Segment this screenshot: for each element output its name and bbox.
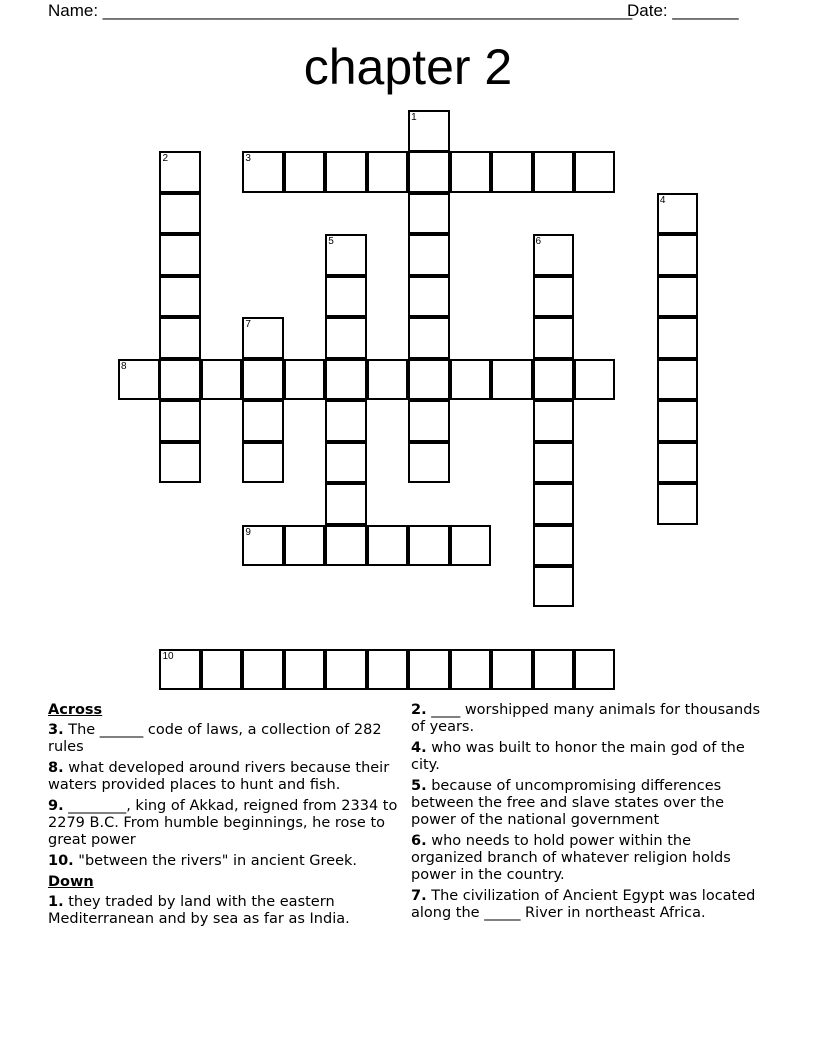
crossword-cell[interactable]	[450, 649, 492, 691]
clue-text: "between the rivers" in ancient Greek.	[73, 853, 358, 869]
crossword-cell[interactable]	[242, 359, 284, 401]
clue-number: 3.	[48, 722, 64, 738]
crossword-cell[interactable]	[574, 151, 616, 193]
down-heading: Down	[48, 874, 94, 890]
clue-number: 9.	[48, 798, 64, 814]
crossword-cell[interactable]	[408, 525, 450, 567]
crossword-cell[interactable]	[657, 400, 699, 442]
crossword-cell[interactable]	[118, 359, 160, 401]
clue	[411, 833, 766, 884]
clue-text: ________, king of Akkad, reigned from 2334 to 2279 B.C. From humble beginnings, he rose to great power	[48, 798, 398, 848]
crossword-cell[interactable]	[159, 151, 201, 193]
crossword-cell[interactable]	[159, 317, 201, 359]
crossword-cell[interactable]	[325, 234, 367, 276]
across-heading: Across	[48, 702, 103, 718]
crossword-cell[interactable]	[408, 359, 450, 401]
crossword-cell[interactable]	[284, 359, 326, 401]
crossword-cell[interactable]	[325, 400, 367, 442]
crossword-cell[interactable]	[325, 483, 367, 525]
clue-text: ____ worshipped many animals for thousands of years.	[411, 702, 761, 735]
crossword-cell[interactable]	[325, 276, 367, 318]
crossword-cell[interactable]	[533, 151, 575, 193]
crossword-cell[interactable]	[657, 234, 699, 276]
crossword-cell[interactable]	[491, 359, 533, 401]
crossword-cell[interactable]	[533, 566, 575, 608]
clue-number: 3	[245, 153, 251, 165]
crossword-cell[interactable]	[242, 649, 284, 691]
crossword-cell[interactable]	[491, 151, 533, 193]
clue-text: what developed around rivers because their waters provided places to hunt and fish.	[48, 760, 390, 793]
crossword-cell[interactable]	[284, 151, 326, 193]
clue-number: 5	[328, 236, 334, 248]
clue-number: 8.	[48, 760, 64, 776]
crossword-cell[interactable]	[408, 110, 450, 152]
clue-text: they traded by land with the eastern Mediterranean and by sea as far as India.	[48, 894, 350, 927]
clue-number: 10	[162, 650, 174, 662]
page-title: chapter 2	[303, 39, 513, 95]
crossword-cell[interactable]	[533, 525, 575, 567]
date-field[interactable]: Date: _______	[627, 1, 739, 20]
crossword-cell[interactable]	[325, 359, 367, 401]
crossword-cell[interactable]	[325, 151, 367, 193]
clue	[48, 853, 398, 870]
clue	[411, 888, 766, 922]
crossword-cell[interactable]	[657, 317, 699, 359]
crossword-cell[interactable]	[159, 400, 201, 442]
name-field[interactable]: Name: ________________________________________________________	[48, 1, 633, 20]
crossword-cell[interactable]	[408, 234, 450, 276]
clue-number: 7	[245, 319, 251, 331]
clue-text: who was built to honor the main god of the city.	[411, 740, 745, 773]
clue	[48, 798, 398, 849]
crossword-cell[interactable]	[574, 649, 616, 691]
clue	[411, 740, 766, 774]
clue-text: The ______ code of laws, a collection of 282 rules	[48, 722, 382, 755]
clue-number: 7.	[411, 888, 427, 904]
crossword-cell[interactable]	[533, 276, 575, 318]
crossword-cell[interactable]	[325, 525, 367, 567]
clue-number: 5.	[411, 778, 427, 794]
crossword-cell[interactable]	[325, 442, 367, 484]
crossword-cell[interactable]	[408, 649, 450, 691]
clue-number: 1	[411, 112, 417, 123]
clues-left-column	[48, 702, 398, 932]
crossword-cell[interactable]	[408, 442, 450, 484]
crossword-cell[interactable]	[450, 359, 492, 401]
crossword-cell[interactable]	[533, 442, 575, 484]
crossword-cell[interactable]	[159, 193, 201, 235]
clue-number: 2	[162, 153, 168, 165]
crossword-cell[interactable]	[574, 359, 616, 401]
crossword-cell[interactable]	[367, 359, 409, 401]
crossword-cell[interactable]	[533, 649, 575, 691]
clue	[411, 702, 766, 736]
clue	[48, 760, 398, 794]
crossword-cell[interactable]	[284, 649, 326, 691]
crossword-cell[interactable]	[657, 483, 699, 525]
crossword-cell[interactable]	[491, 649, 533, 691]
clue-text: The civilization of Ancient Egypt was located along the _____ River in northeast Africa.	[411, 888, 756, 921]
crossword-cell[interactable]	[657, 193, 699, 235]
crossword-cell[interactable]	[657, 442, 699, 484]
crossword-cell[interactable]	[533, 400, 575, 442]
crossword-cell[interactable]	[159, 276, 201, 318]
crossword-cell[interactable]	[242, 525, 284, 567]
clue-number: 6	[535, 236, 542, 248]
down-clues-part1	[48, 894, 398, 928]
crossword-cell[interactable]	[408, 193, 450, 235]
crossword-cell[interactable]	[159, 649, 201, 691]
clue-number: 10.	[48, 853, 74, 869]
clue-number: 1.	[48, 894, 64, 910]
crossword-cell[interactable]	[533, 234, 575, 276]
crossword-cell[interactable]	[367, 649, 409, 691]
crossword-cell[interactable]	[408, 317, 450, 359]
clue	[411, 778, 766, 829]
crossword-cell[interactable]	[450, 525, 492, 567]
crossword-cell[interactable]	[242, 400, 284, 442]
crossword-cell[interactable]	[325, 317, 367, 359]
clue	[48, 722, 398, 756]
crossword-cell[interactable]	[242, 151, 284, 193]
clue	[48, 894, 398, 928]
crossword-cell[interactable]	[367, 525, 409, 567]
crossword-cell[interactable]	[325, 649, 367, 691]
crossword-cell[interactable]	[408, 400, 450, 442]
crossword-cell[interactable]	[159, 234, 201, 276]
crossword-cell[interactable]	[657, 276, 699, 318]
clue-number: 4.	[411, 740, 427, 756]
crossword-cell[interactable]	[159, 359, 201, 401]
crossword-cell[interactable]	[201, 359, 243, 401]
clues-right-column	[411, 702, 766, 926]
clue-number: 9	[245, 526, 251, 538]
crossword-cell[interactable]	[533, 359, 575, 401]
clue-text: who needs to hold power within the organized branch of whatever religion holds power in the country.	[411, 833, 731, 883]
crossword-cell[interactable]	[533, 483, 575, 525]
crossword-cell[interactable]	[657, 359, 699, 401]
clue-number: 2.	[411, 702, 427, 718]
crossword-cell[interactable]	[367, 151, 409, 193]
down-clues-part2	[411, 702, 766, 922]
crossword-cell[interactable]	[242, 317, 284, 359]
crossword-cell[interactable]	[450, 151, 492, 193]
clue-number: 4	[659, 194, 666, 206]
crossword-cell[interactable]	[242, 442, 284, 484]
crossword-cell[interactable]	[201, 649, 243, 691]
crossword-cell[interactable]	[159, 442, 201, 484]
crossword-cell[interactable]	[533, 317, 575, 359]
crossword-cell[interactable]	[408, 276, 450, 318]
across-clues	[48, 722, 398, 870]
clue-number: 8	[121, 360, 127, 372]
clue-number: 6.	[411, 833, 427, 849]
clue-text: because of uncompromising differences between the free and slave states over the power of the national government	[411, 778, 725, 828]
crossword-cell[interactable]	[408, 151, 450, 193]
crossword-cell[interactable]	[284, 525, 326, 567]
